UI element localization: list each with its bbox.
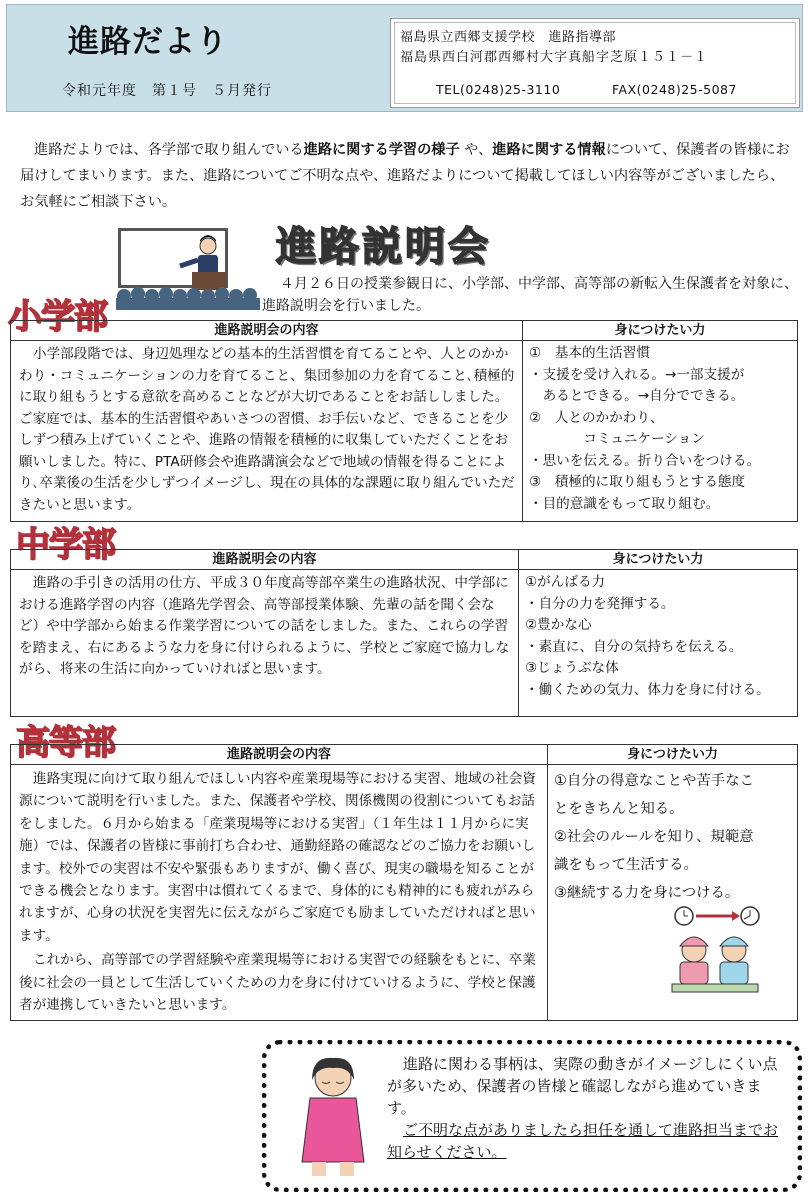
elementary-table (10, 320, 798, 522)
meeting-title: 進路説明会 (276, 224, 491, 270)
elementary-content-header: 進路説明会の内容 (11, 321, 523, 341)
skill-item: 識をもって生活する。 (554, 857, 698, 873)
school-address: 福島県西白河郡西郷村大字真船字芝原１５１－１ (400, 50, 709, 65)
bowing-girl-illustration (290, 1050, 376, 1182)
junior-skills-header: 身につけたい力 (519, 550, 798, 570)
skill-item: ・目的意識をもって取り組む。 (529, 495, 720, 512)
skill-item: ① 基本的生活習慣 (529, 345, 650, 361)
skill-item: ・思いを伝える。折り合いをつける。 (529, 452, 761, 469)
students-working-illustration (668, 904, 762, 1000)
newsletter-title: 進路だより (68, 24, 228, 60)
closing-text-2: ご不明な点がありましたら担任を通して進路担当までお知らせください。 (387, 1121, 779, 1161)
skill-item: ①がんばる力 (525, 574, 606, 590)
senior-skills (548, 765, 797, 909)
skill-item: ②社会のルールを知り、規範意 (554, 829, 754, 845)
skill-item: ③継続する力を身につける。 (554, 885, 740, 901)
skill-item: ・支援を受け入れる。→一部支援が (529, 366, 745, 383)
skill-item: ②豊かな心 (525, 617, 592, 633)
senior-content-2: これから、高等部での学習経験や産業現場等における実習での経験をもとに、卒業後に社会の一員として生活していくための力を身に付けていけるように、学校と保護者が連携していきたいと思います。 (19, 952, 536, 1014)
skill-item: ・働くための気力、体力を身に付ける。 (525, 681, 770, 698)
issue-info: 令和元年度 第１号 ５月発行 (62, 83, 272, 99)
skill-item: とをきちんと知る。 (554, 801, 684, 817)
school-name: 福島県立西郷支援学校 進路指導部 (400, 30, 617, 45)
skill-item: ③じょうぶな体 (525, 660, 619, 676)
elementary-label: 小学部 (8, 297, 107, 337)
elementary-skills (523, 341, 797, 517)
intro-paragraph: 進路だよりでは、各学部で取り組んでいる進路に関する学習の様子 や、進路に関する情報について、保護者の皆様にお届けしてまいります。また、進路についてご不明な点や、進路だよりについて掲載してほしい内容等がございましたら、お気軽にご相談下さい。 (20, 142, 790, 210)
senior-content-1: 進路実現に向けて取り組んでほしい内容や産業現場等における実習、地域の社会資源について説明を行いました。また、保護者や学校、関係機関の役割についてもお話をしました。６月から始まる「産業現場等における実習」（１年生は１１月からに実施）では、保護者の皆様に事前打ち合わせ、通勤経路の確認などのご協力をお願いします。校外での実習は不安や緊張もありますが、働く喜び、現実の職場を知ることができる機会となります。実習中は慣れてくるまで、身体的にも精神的にも疲れがみられますが、心身の状況を実習先に伝えながらご家庭でも励ましていただければと思います。 (19, 771, 536, 944)
skill-item: ② 人とのかかわり、 (529, 409, 664, 426)
skill-item: ・自分の力を発揮する。 (525, 595, 675, 612)
skill-item: ①自分の得意なことや苦手なこ (554, 773, 754, 789)
presenter-illustration (112, 226, 264, 310)
senior-label: 高等部 (16, 723, 115, 763)
school-tel: TEL(0248)25-3110 (436, 82, 561, 97)
senior-skills-header: 身につけたい力 (548, 745, 798, 765)
elementary-skills-header: 身につけたい力 (523, 321, 798, 341)
junior-content: 進路の手引きの活用の仕方、平成３０年度高等部卒業生の進路状況、中学部における進路学習の内容（進路先学習会、高等部授業体験、先輩の話を聞く会など）や中学部から始まる作業学習についての話をしました。また、これらの学習を踏まえ、右にあるような力を身に付けられるように、学校とご家庭で協力しながら、将来の生活に向かっていければと思います。 (19, 575, 510, 677)
closing-message (387, 1053, 787, 1163)
elementary-content: 小学部段階では、身辺処理などの基本的生活習慣を育てることや、人とのかかわり・コミュニケーションの力を育てること、集団参加の力を育てること､積極的に取り組もうとする意欲を高めることなどが大切であることをお話ししました。ご家庭では、基本的生活習慣やあいさつの習慣、お手伝いなど、できることを少しずつ積み上げていくことや、進路の情報を積極的に収集していただくことをお願いしました。特に、PTA研修会や進路講演会などで地域の情報を得ることにより､卒業後の生活を少しずつイメージし、現在の具体的な課題に取り組んでいただきたいと思います。 (19, 346, 515, 513)
intro-emphasis-2: 進路に関する情報 (492, 142, 606, 158)
junior-content-header: 進路説明会の内容 (11, 550, 519, 570)
skill-item: あるとできる。→自分でできる。 (529, 388, 745, 404)
junior-table (10, 549, 798, 717)
skill-item: ・素直に、自分の気持ちを伝える。 (525, 638, 743, 655)
junior-label: 中学部 (16, 525, 115, 565)
intro-emphasis-1: 進路に関する学習の様子 (303, 142, 460, 158)
meeting-lead: ４月２６日の授業参観日に、小学部、中学部、高等部の新転入生保護者を対象に、進路説明会を行いました。 (262, 276, 798, 314)
skill-item: コミュニケーション (529, 431, 705, 447)
senior-content-header: 進路説明会の内容 (11, 745, 548, 765)
school-fax: FAX(0248)25-5087 (612, 82, 737, 97)
junior-skills (519, 570, 797, 703)
closing-text-1: 進路に関わる事柄は、実際の動きがイメージしにくい点が多いため、保護者の皆様と確認しながら進めていきます。 (387, 1055, 778, 1117)
skill-item: ③ 積極的に取り組もうとする態度 (529, 474, 746, 490)
